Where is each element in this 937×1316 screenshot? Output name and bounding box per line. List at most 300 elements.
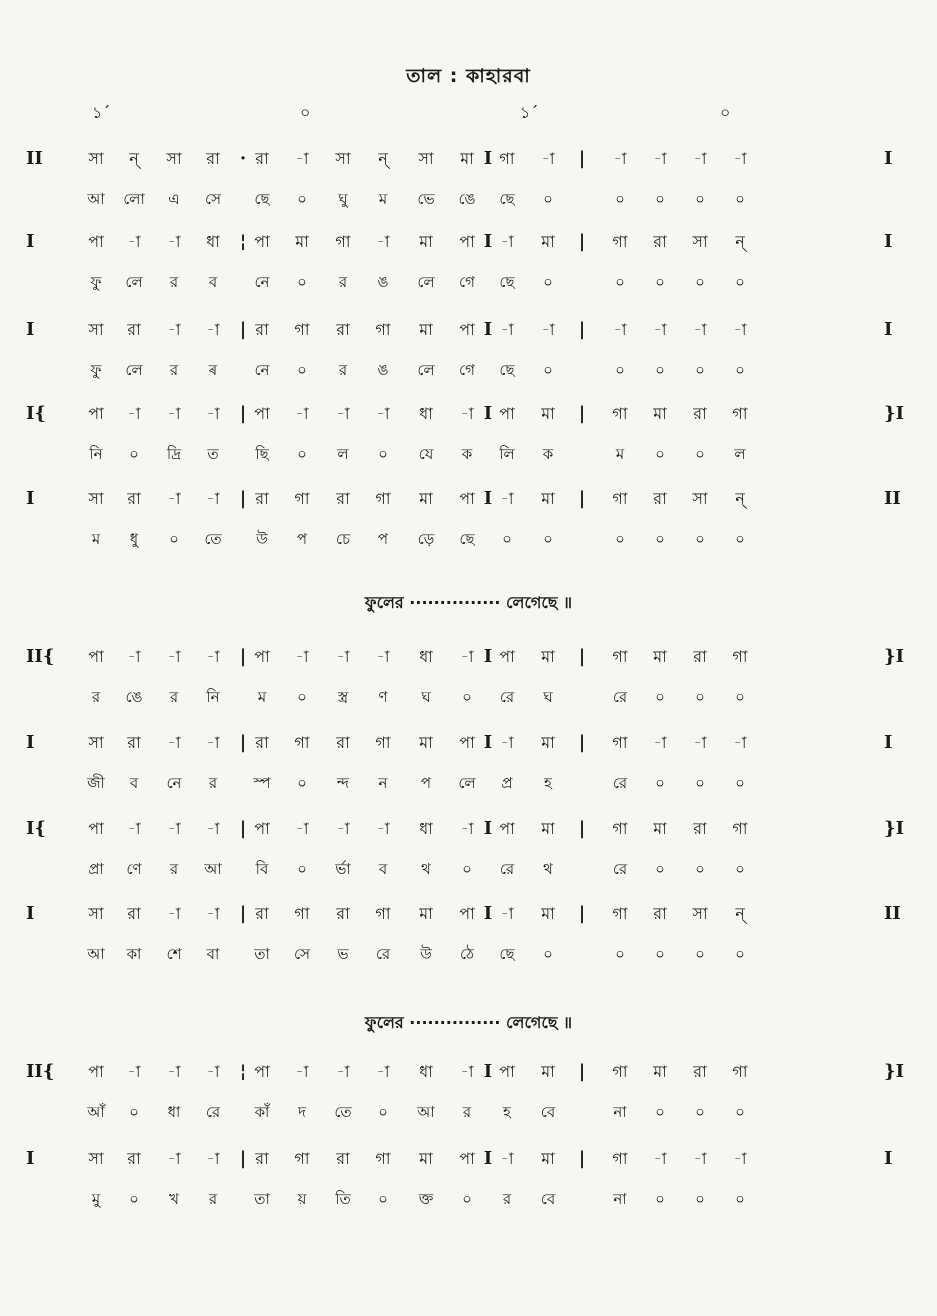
swara-note: মা bbox=[541, 647, 555, 666]
lyric-syllable: ০ bbox=[735, 273, 745, 291]
swara-note: -া bbox=[167, 404, 181, 423]
lyric-syllable: ০ bbox=[655, 273, 665, 291]
lyric-syllable: ০ bbox=[129, 1190, 139, 1208]
swara-note: সা bbox=[692, 904, 708, 923]
lyric-syllable: থ bbox=[421, 860, 431, 878]
swara-note: -া bbox=[693, 1149, 707, 1168]
lyric-syllable: ছে bbox=[499, 361, 515, 379]
lyric-syllable: ০ bbox=[735, 1103, 745, 1121]
start-barline: I{ bbox=[26, 818, 46, 839]
lyric-syllable: ০ bbox=[655, 190, 665, 208]
notation-block bbox=[0, 812, 937, 902]
end-barline: }I bbox=[884, 1061, 904, 1082]
lyric-syllable: কা bbox=[126, 945, 142, 963]
lyric-syllable: ০ bbox=[695, 688, 705, 706]
lyric-syllable: তে bbox=[204, 530, 222, 548]
swara-note: -া bbox=[500, 489, 514, 508]
lyric-syllable: কাঁ bbox=[254, 1103, 270, 1121]
beat-mark-1: ১´ bbox=[92, 103, 111, 122]
lyric-syllable: ৰ bbox=[208, 361, 218, 379]
swara-row bbox=[0, 482, 937, 522]
lyric-syllable: লে bbox=[417, 273, 435, 291]
lyric-syllable: উ bbox=[420, 945, 432, 963]
beat-mark-2: ০ bbox=[300, 103, 311, 122]
swara-note: রা bbox=[255, 320, 269, 339]
swara-note: -া bbox=[653, 1149, 667, 1168]
swara-note: -া bbox=[733, 1149, 747, 1168]
swara-note: -া bbox=[206, 904, 220, 923]
lyric-syllable: ০ bbox=[378, 1190, 388, 1208]
swara-note: রা bbox=[693, 819, 707, 838]
swara-note: রা bbox=[127, 1149, 141, 1168]
swara-note: -া bbox=[500, 904, 514, 923]
beat-divider: | bbox=[239, 903, 247, 924]
lyric-syllable: ছে bbox=[254, 190, 270, 208]
swara-note: রা bbox=[336, 489, 350, 508]
swara-note: পা bbox=[499, 819, 515, 838]
swara-note: রা bbox=[127, 320, 141, 339]
swara-row bbox=[0, 313, 937, 353]
swara-note: মা bbox=[541, 733, 555, 752]
swara-note: রা bbox=[255, 733, 269, 752]
swara-note: -া bbox=[376, 404, 390, 423]
swara-note: রা bbox=[653, 489, 667, 508]
lyric-syllable: চে bbox=[335, 530, 351, 548]
swara-note: পা bbox=[459, 320, 475, 339]
lyric-syllable: ন bbox=[378, 774, 388, 792]
end-barline: II bbox=[884, 903, 901, 924]
lyric-syllable: এ bbox=[168, 190, 180, 208]
lyric-syllable: ০ bbox=[655, 774, 665, 792]
swara-note: গা bbox=[294, 320, 310, 339]
swara-note: গা bbox=[612, 1062, 628, 1081]
swara-note: রা bbox=[255, 904, 269, 923]
swara-note: মা bbox=[541, 1062, 555, 1081]
swara-note: -া bbox=[336, 819, 350, 838]
beat-divider: | bbox=[578, 818, 586, 839]
lyric-syllable: ঙ bbox=[377, 361, 389, 379]
swara-note: গা bbox=[375, 733, 391, 752]
lyric-syllable: ০ bbox=[735, 361, 745, 379]
swara-note: গা bbox=[612, 489, 628, 508]
lyric-syllable: ০ bbox=[462, 688, 472, 706]
lyric-syllable: ০ bbox=[297, 774, 307, 792]
swara-note: গা bbox=[375, 1149, 391, 1168]
lyric-syllable: ল bbox=[337, 445, 349, 463]
swara-note: -া bbox=[460, 819, 474, 838]
swara-note: পা bbox=[499, 1062, 515, 1081]
notation-block bbox=[0, 897, 937, 987]
lyric-syllable: ব bbox=[378, 860, 388, 878]
lyric-syllable: ০ bbox=[735, 190, 745, 208]
lyric-syllable: বে bbox=[540, 1190, 556, 1208]
swara-note: -া bbox=[653, 320, 667, 339]
lyric-syllable: র bbox=[169, 273, 179, 291]
beat-divider: | bbox=[578, 903, 586, 924]
lyric-syllable: রে bbox=[499, 688, 515, 706]
swara-note: সা bbox=[88, 149, 104, 168]
lyric-syllable: ০ bbox=[735, 688, 745, 706]
lyric-syllable: সে bbox=[294, 945, 310, 963]
lyric-syllable: ০ bbox=[297, 688, 307, 706]
swara-note: -া bbox=[693, 149, 707, 168]
swara-note: ধা bbox=[419, 647, 433, 666]
swara-note: গা bbox=[375, 320, 391, 339]
lyric-syllable: বা bbox=[206, 945, 220, 963]
swara-note: -া bbox=[500, 733, 514, 752]
lyric-syllable: ফু bbox=[90, 361, 102, 379]
lyric-syllable: ভে bbox=[417, 190, 435, 208]
swara-note: গা bbox=[294, 904, 310, 923]
lyric-row bbox=[0, 766, 937, 806]
lyric-row bbox=[0, 1095, 937, 1135]
lyric-syllable: বি bbox=[255, 860, 269, 878]
lyric-syllable: তা bbox=[254, 945, 270, 963]
swara-note: গা bbox=[612, 1149, 628, 1168]
swara-note: রা bbox=[127, 733, 141, 752]
beat-divider: I bbox=[483, 818, 493, 839]
beat-divider: I bbox=[483, 903, 493, 924]
lyric-syllable: ০ bbox=[297, 361, 307, 379]
swara-note: -া bbox=[541, 149, 555, 168]
swara-note: পা bbox=[459, 1149, 475, 1168]
lyric-syllable: প bbox=[420, 774, 432, 792]
beat-divider: | bbox=[239, 818, 247, 839]
lyric-syllable: ণ bbox=[378, 688, 388, 706]
beat-divider: | bbox=[578, 231, 586, 252]
lyric-syllable: ০ bbox=[129, 1103, 139, 1121]
lyric-syllable: ০ bbox=[655, 445, 665, 463]
swara-note: গা bbox=[294, 1149, 310, 1168]
swara-note: গা bbox=[732, 404, 748, 423]
swara-note: সা bbox=[166, 149, 182, 168]
swara-note: সা bbox=[88, 733, 104, 752]
swara-note: পা bbox=[88, 1062, 104, 1081]
lyric-syllable: নি bbox=[89, 445, 103, 463]
lyric-row bbox=[0, 437, 937, 477]
lyric-syllable: ০ bbox=[615, 530, 625, 548]
start-barline: I bbox=[26, 319, 35, 340]
swara-note: পা bbox=[459, 489, 475, 508]
swara-note: -া bbox=[167, 647, 181, 666]
swara-note: -া bbox=[376, 647, 390, 666]
swara-note: -া bbox=[693, 320, 707, 339]
lyric-syllable: রে bbox=[612, 774, 628, 792]
start-barline: I bbox=[26, 1148, 35, 1169]
lyric-syllable: যে bbox=[418, 445, 434, 463]
lyric-syllable: ০ bbox=[462, 860, 472, 878]
lyric-syllable: ত bbox=[207, 445, 219, 463]
swara-note: -া bbox=[460, 647, 474, 666]
beat-divider: | bbox=[578, 403, 586, 424]
swara-note: -া bbox=[206, 489, 220, 508]
lyric-syllable: ঘ bbox=[543, 688, 553, 706]
beat-divider: I bbox=[483, 732, 493, 753]
lyric-syllable: ০ bbox=[655, 1103, 665, 1121]
lyric-syllable: আ bbox=[87, 190, 105, 208]
lyric-syllable: ০ bbox=[735, 530, 745, 548]
swara-note: -া bbox=[541, 320, 555, 339]
beat-divider: | bbox=[578, 1061, 586, 1082]
lyric-syllable: লে bbox=[125, 361, 143, 379]
swara-note: মা bbox=[295, 232, 309, 251]
lyric-syllable: তে bbox=[334, 1103, 352, 1121]
lyric-syllable: লে bbox=[125, 273, 143, 291]
beat-divider: I bbox=[483, 646, 493, 667]
swara-note: সা bbox=[418, 149, 434, 168]
swara-note: পা bbox=[88, 404, 104, 423]
lyric-syllable: রে bbox=[612, 860, 628, 878]
swara-row bbox=[0, 640, 937, 680]
swara-note: -া bbox=[653, 149, 667, 168]
swara-note: মা bbox=[541, 1149, 555, 1168]
swara-note: রা bbox=[255, 489, 269, 508]
beat-divider: | bbox=[578, 646, 586, 667]
swara-note: গা bbox=[335, 232, 351, 251]
beat-divider: ¦ bbox=[239, 231, 247, 252]
lyric-syllable: থ bbox=[543, 860, 553, 878]
end-barline: I bbox=[884, 319, 893, 340]
notation-block bbox=[0, 1055, 937, 1145]
lyric-syllable: নে bbox=[166, 774, 182, 792]
swara-row bbox=[0, 897, 937, 937]
beat-divider: | bbox=[239, 403, 247, 424]
swara-note: সা bbox=[88, 1149, 104, 1168]
end-barline: }I bbox=[884, 646, 904, 667]
start-barline: II{ bbox=[26, 1061, 55, 1082]
swara-note: -া bbox=[167, 1062, 181, 1081]
beat-mark-4: ০ bbox=[720, 103, 731, 122]
swara-row bbox=[0, 726, 937, 766]
swara-row bbox=[0, 225, 937, 265]
lyric-syllable: ০ bbox=[543, 273, 553, 291]
swara-note: -া bbox=[127, 1062, 141, 1081]
lyric-syllable: ০ bbox=[695, 273, 705, 291]
swara-note: -া bbox=[206, 1149, 220, 1168]
lyric-syllable: ০ bbox=[735, 860, 745, 878]
swara-note: পা bbox=[254, 1062, 270, 1081]
swara-note: -া bbox=[206, 404, 220, 423]
swara-note: মা bbox=[653, 1062, 667, 1081]
beat-divider: | bbox=[239, 732, 247, 753]
swara-note: -া bbox=[336, 404, 350, 423]
lyric-syllable: আ bbox=[204, 860, 222, 878]
lyric-syllable: র bbox=[208, 1190, 218, 1208]
swara-note: -া bbox=[167, 320, 181, 339]
swara-note: -া bbox=[613, 149, 627, 168]
swara-note: -া bbox=[376, 1062, 390, 1081]
lyric-syllable: তা bbox=[254, 1190, 270, 1208]
lyric-syllable: লে bbox=[458, 774, 476, 792]
swara-note: ন্ bbox=[378, 149, 388, 168]
swara-note: গা bbox=[294, 489, 310, 508]
swara-note: -া bbox=[167, 733, 181, 752]
swara-note: -া bbox=[500, 232, 514, 251]
lyric-syllable: ছে bbox=[499, 190, 515, 208]
swara-note: মা bbox=[419, 733, 433, 752]
swara-note: গা bbox=[612, 647, 628, 666]
beat-divider: I bbox=[483, 1148, 493, 1169]
beat-mark-3: ১´ bbox=[520, 103, 539, 122]
notation-block bbox=[0, 1142, 937, 1232]
lyric-syllable: ০ bbox=[297, 860, 307, 878]
lyric-syllable: ০ bbox=[695, 445, 705, 463]
start-barline: I bbox=[26, 732, 35, 753]
start-barline: I bbox=[26, 903, 35, 924]
lyric-syllable: সে bbox=[205, 190, 221, 208]
swara-note: -া bbox=[376, 819, 390, 838]
lyric-syllable: গে bbox=[459, 361, 475, 379]
refrain-line: ফুলের ··············· লেগেছে ॥ bbox=[364, 593, 573, 612]
lyric-row bbox=[0, 353, 937, 393]
lyric-syllable: ছে bbox=[499, 273, 515, 291]
lyric-syllable: ক bbox=[461, 445, 473, 463]
lyric-syllable: নে bbox=[254, 361, 270, 379]
swara-note: পা bbox=[459, 733, 475, 752]
swara-note: মা bbox=[653, 819, 667, 838]
lyric-row bbox=[0, 522, 937, 562]
swara-note: মা bbox=[653, 647, 667, 666]
lyric-syllable: ০ bbox=[655, 688, 665, 706]
lyric-syllable: র bbox=[502, 1190, 512, 1208]
swara-note: -া bbox=[206, 647, 220, 666]
swara-note: -া bbox=[127, 647, 141, 666]
swara-note: -া bbox=[336, 647, 350, 666]
swara-note: রা bbox=[255, 1149, 269, 1168]
lyric-syllable: লে bbox=[417, 361, 435, 379]
lyric-syllable: ০ bbox=[655, 361, 665, 379]
swara-note: রা bbox=[693, 647, 707, 666]
lyric-syllable: না bbox=[613, 1190, 627, 1208]
lyric-syllable: শে bbox=[166, 945, 182, 963]
swara-note: গা bbox=[612, 733, 628, 752]
start-barline: I{ bbox=[26, 403, 46, 424]
lyric-syllable: ০ bbox=[695, 190, 705, 208]
lyric-syllable: উ bbox=[256, 530, 268, 548]
lyric-syllable: তি bbox=[335, 1190, 351, 1208]
swara-note: গা bbox=[612, 404, 628, 423]
swara-note: -া bbox=[295, 149, 309, 168]
lyric-syllable: ০ bbox=[695, 1103, 705, 1121]
swara-note: ধা bbox=[419, 819, 433, 838]
start-barline: I bbox=[26, 488, 35, 509]
lyric-syllable: ড়ে bbox=[417, 530, 435, 548]
lyric-syllable: ০ bbox=[735, 945, 745, 963]
swara-note: রা bbox=[653, 904, 667, 923]
lyric-syllable: স্ত্র bbox=[337, 688, 349, 706]
swara-note: -া bbox=[127, 819, 141, 838]
swara-note: -া bbox=[206, 733, 220, 752]
lyric-syllable: প্র bbox=[501, 774, 513, 792]
end-barline: I bbox=[884, 732, 893, 753]
swara-note: -া bbox=[500, 320, 514, 339]
lyric-syllable: ম bbox=[91, 530, 101, 548]
notation-block bbox=[0, 225, 937, 315]
lyric-syllable: ঙ bbox=[377, 273, 389, 291]
swara-note: ন্ bbox=[735, 489, 745, 508]
notation-block bbox=[0, 313, 937, 403]
start-barline: II{ bbox=[26, 646, 55, 667]
swara-note: -া bbox=[295, 1062, 309, 1081]
lyric-row bbox=[0, 852, 937, 892]
lyric-syllable: ০ bbox=[502, 530, 512, 548]
lyric-syllable: ০ bbox=[297, 445, 307, 463]
swara-note: মা bbox=[419, 232, 433, 251]
lyric-syllable: প bbox=[377, 530, 389, 548]
swara-note: গা bbox=[732, 647, 748, 666]
swara-note: রা bbox=[127, 904, 141, 923]
beat-divider: I bbox=[483, 488, 493, 509]
lyric-syllable: র bbox=[91, 688, 101, 706]
swara-note: মা bbox=[419, 1149, 433, 1168]
lyric-syllable: ০ bbox=[655, 530, 665, 548]
lyric-syllable: ম bbox=[615, 445, 625, 463]
lyric-syllable: মু bbox=[91, 1190, 101, 1208]
start-barline: I bbox=[26, 231, 35, 252]
swara-note: পা bbox=[88, 232, 104, 251]
swara-note: -া bbox=[167, 819, 181, 838]
lyric-syllable: র bbox=[169, 688, 179, 706]
swara-note: পা bbox=[254, 647, 270, 666]
lyric-syllable: ধু bbox=[129, 530, 139, 548]
lyric-syllable: র bbox=[462, 1103, 472, 1121]
lyric-syllable: ০ bbox=[695, 860, 705, 878]
lyric-syllable: ল bbox=[734, 445, 746, 463]
lyric-syllable: ০ bbox=[695, 361, 705, 379]
swara-note: পা bbox=[499, 404, 515, 423]
lyric-syllable: ০ bbox=[297, 190, 307, 208]
swara-note: সা bbox=[88, 904, 104, 923]
lyric-syllable: গে bbox=[459, 273, 475, 291]
swara-row bbox=[0, 1142, 937, 1182]
beat-divider: | bbox=[239, 488, 247, 509]
beat-divider: | bbox=[239, 646, 247, 667]
lyric-syllable: ০ bbox=[615, 273, 625, 291]
swara-note: পা bbox=[254, 819, 270, 838]
swara-note: গা bbox=[294, 733, 310, 752]
swara-note: -া bbox=[460, 1062, 474, 1081]
lyric-syllable: ০ bbox=[543, 945, 553, 963]
swara-note: পা bbox=[499, 647, 515, 666]
refrain-line: ফুলের ··············· লেগেছে ॥ bbox=[364, 1013, 573, 1032]
swara-note: ন্ bbox=[735, 904, 745, 923]
lyric-syllable: আ bbox=[417, 1103, 435, 1121]
lyric-syllable: ০ bbox=[543, 190, 553, 208]
lyric-syllable: ০ bbox=[543, 530, 553, 548]
lyric-syllable: ০ bbox=[378, 1103, 388, 1121]
lyric-syllable: ০ bbox=[695, 530, 705, 548]
lyric-syllable: ছে bbox=[459, 530, 475, 548]
end-barline: I bbox=[884, 231, 893, 252]
lyric-syllable: প্রা bbox=[88, 860, 104, 878]
beat-divider: | bbox=[578, 148, 586, 169]
swara-note: -া bbox=[167, 232, 181, 251]
lyric-syllable: হ bbox=[544, 774, 552, 792]
swara-note: -া bbox=[336, 1062, 350, 1081]
swara-note: মা bbox=[419, 489, 433, 508]
notation-block bbox=[0, 726, 937, 816]
swara-note: রা bbox=[336, 733, 350, 752]
lyric-syllable: ০ bbox=[655, 1190, 665, 1208]
beat-marks-row bbox=[0, 100, 937, 128]
swara-note: সা bbox=[88, 489, 104, 508]
swara-note: মা bbox=[541, 232, 555, 251]
lyric-row bbox=[0, 680, 937, 720]
swara-note: গা bbox=[375, 904, 391, 923]
swara-note: -া bbox=[167, 1149, 181, 1168]
swara-row bbox=[0, 1055, 937, 1095]
notation-block bbox=[0, 397, 937, 487]
